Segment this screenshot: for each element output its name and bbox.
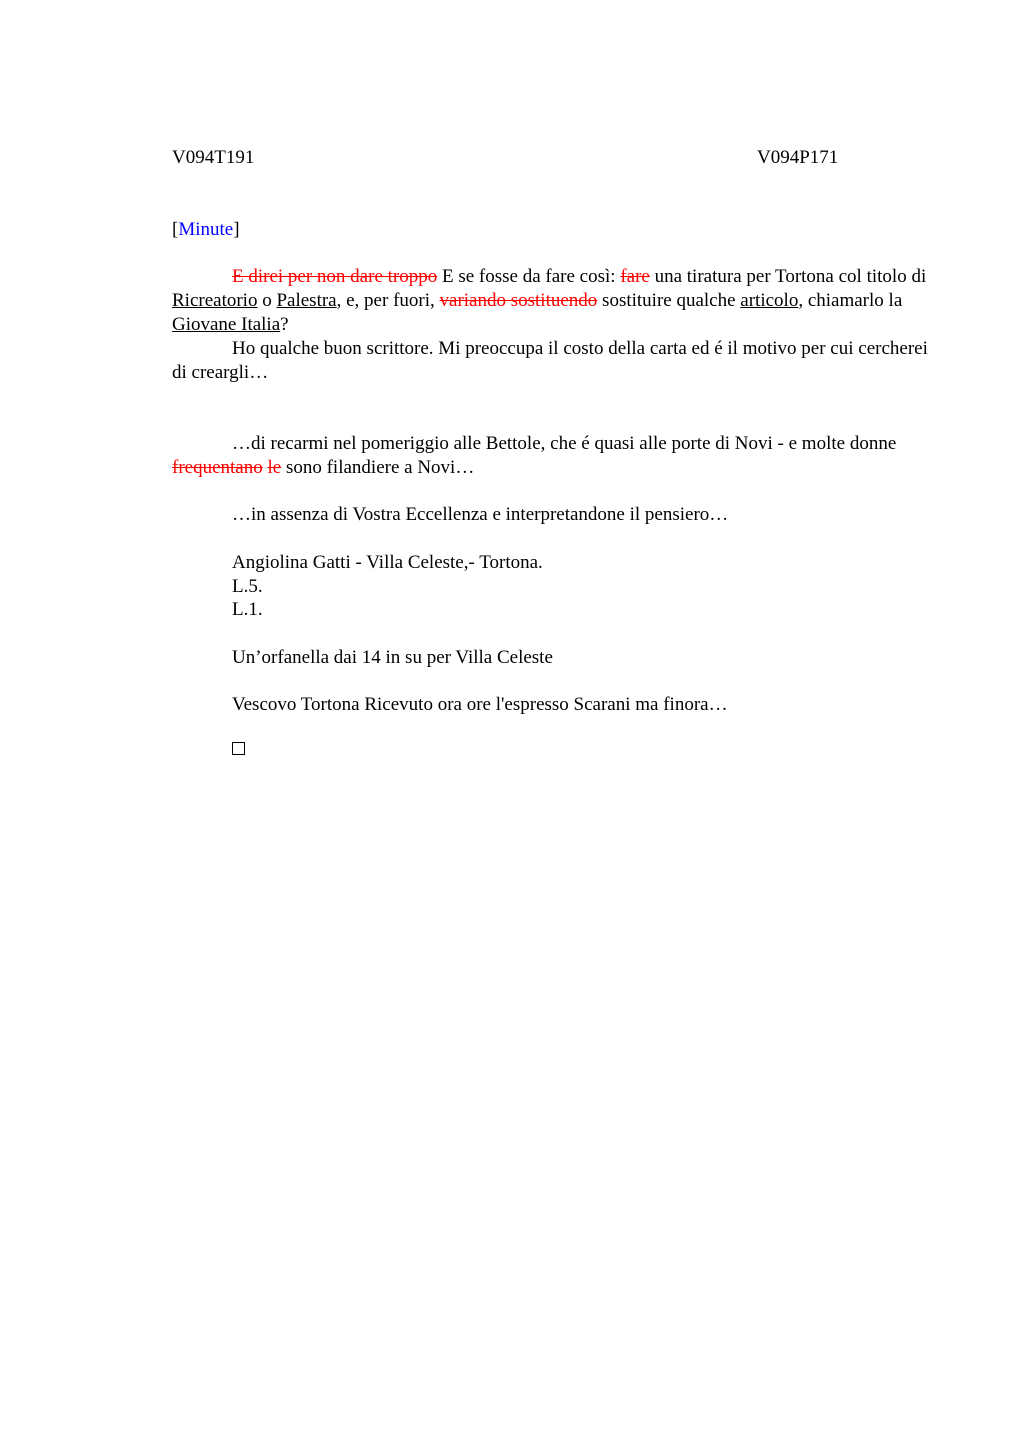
document-page <box>172 146 932 715</box>
underlined-text: Palestra <box>276 290 337 311</box>
section-label-text: Minute <box>178 219 234 240</box>
checkbox-container <box>232 742 245 757</box>
line-assenza: …in assenza di Vostra Eccellenza e interpretandone il pensiero… <box>232 504 729 525</box>
address-line-3: L.1. <box>232 599 263 620</box>
text-run: ? <box>280 314 289 335</box>
deleted-text: le <box>267 457 282 478</box>
address-line-2: L.5. <box>232 576 263 597</box>
text-run: , chiamarlo la <box>798 290 903 311</box>
text-run: E se fosse da fare così: <box>437 266 621 287</box>
bracket-open: [ <box>172 219 179 240</box>
text-run: sostituire qualche <box>597 290 741 311</box>
paragraph-2: Ho qualche buon scrittore. Mi preoccupa il costo della carta ed é il motivo per cui cercherei di creargli… <box>172 338 928 383</box>
underlined-text: Ricreatorio <box>172 290 258 311</box>
deleted-text: fare <box>620 266 650 287</box>
text-run: o <box>257 290 277 311</box>
document-code-left: V094T191 <box>172 147 255 168</box>
deleted-text: frequentano <box>172 457 263 478</box>
address-line-1: Angiolina Gatti - Villa Celeste,- Tortona. <box>232 552 543 573</box>
paragraph-1 <box>172 265 932 337</box>
header-row <box>172 146 932 170</box>
deleted-text: variando sostituendo <box>439 290 598 311</box>
paragraph-3 <box>172 432 932 480</box>
text-run: sono filandiere a Novi… <box>281 457 475 478</box>
line-orfanella: Un’orfanella dai 14 in su per Villa Celeste <box>232 647 553 668</box>
underlined-text: articolo <box>740 290 799 311</box>
text-run: una tiratura per Tortona col titolo di <box>649 266 927 287</box>
section-label <box>172 218 240 242</box>
text-run: , e, per fuori, <box>336 290 440 311</box>
deleted-text: E direi per non dare troppo <box>232 266 438 287</box>
bracket-close: ] <box>233 219 240 240</box>
underlined-text: Giovane Italia <box>172 314 281 335</box>
document-code-right: V094P171 <box>757 147 839 168</box>
line-vescovo: Vescovo Tortona Ricevuto ora ore l'espresso Scarani ma finora… <box>232 694 728 715</box>
checkbox-empty-icon <box>232 742 245 755</box>
text-run: …di recarmi nel pomeriggio alle Bettole, che é quasi alle porte di Novi - e molte donne <box>232 433 897 454</box>
